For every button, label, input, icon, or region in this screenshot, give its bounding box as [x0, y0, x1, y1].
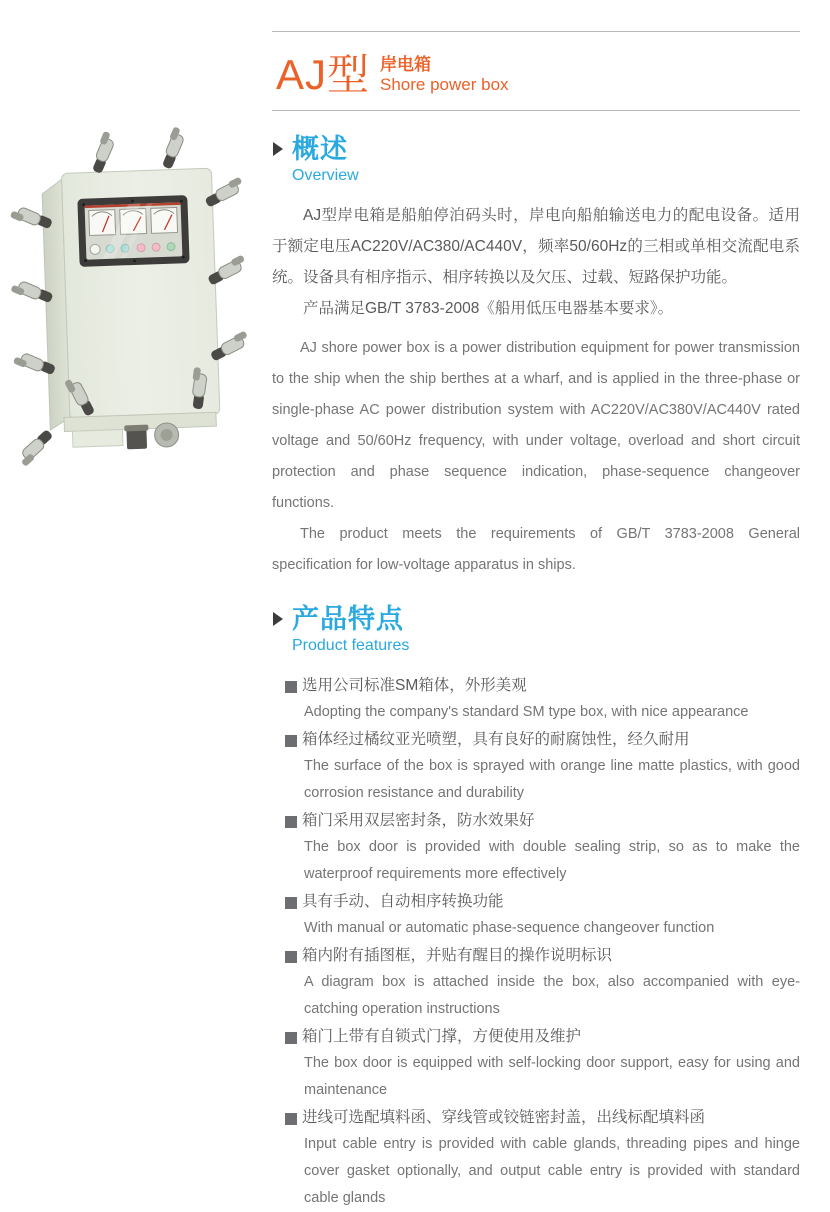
feature-en-text: The box door is provided with double sealing strip, so as to make the waterproof requirements more effectively	[304, 839, 800, 882]
section-arrow-icon	[273, 612, 283, 626]
overview-cn-paragraph: AJ型岸电箱是船舶停泊码头时，岸电向船舶输送电力的配电设备。适用于额定电压AC220V/AC380/AC440V，频率50/60Hz的三相或单相交流配电系统。设备具有相序指示、相序转换以及欠压、过载、短路保护功能。	[272, 207, 800, 286]
overview-title-en: Overview	[292, 167, 359, 184]
meter-icon	[89, 210, 116, 236]
bullet-square-icon	[285, 735, 297, 747]
feature-cn-line	[285, 942, 800, 969]
overview-en-paragraph: The product meets the requirements of GB/T 3783-2008 General specification for low-voltage apparatus in ships.	[272, 526, 800, 573]
indicator-lamp-icon	[137, 244, 145, 252]
feature-cn-line	[285, 807, 800, 834]
bullet-square-icon	[285, 951, 297, 963]
feature-item	[285, 1023, 800, 1104]
overview-chinese-text	[272, 200, 800, 324]
overview-section	[272, 135, 800, 581]
overview-english-text	[272, 333, 800, 581]
bullet-square-icon	[285, 1113, 297, 1125]
feature-item	[285, 807, 800, 888]
feature-cn-line	[285, 1104, 800, 1131]
feature-item	[285, 1104, 800, 1212]
overview-title-cn: 概述	[292, 134, 348, 164]
product-title-block	[272, 32, 800, 110]
feature-cn-text: 进线可选配填料函、穿线管或铰链密封盖，出线标配填料函	[302, 1109, 706, 1126]
feature-cn-text: 选用公司标准SM箱体，外形美观	[302, 677, 527, 694]
shore-power-box-illustration	[4, 143, 266, 451]
feature-item	[285, 672, 800, 726]
product-name-en: Shore power box	[380, 75, 509, 94]
feature-en-text: A diagram box is attached inside the box, also accompanied with eye-catching operation instructions	[304, 974, 800, 1017]
features-title-en: Product features	[292, 637, 410, 654]
feature-item	[285, 942, 800, 1023]
indicator-lamp-icon	[152, 243, 160, 251]
feature-cn-line	[285, 888, 800, 915]
feature-cn-text: 箱门上带有自锁式门撑，方便使用及维护	[302, 1028, 582, 1045]
features-section	[272, 605, 800, 1212]
features-heading	[272, 605, 800, 656]
feature-cn-line	[285, 672, 800, 699]
feature-en-text: The surface of the box is sprayed with orange line matte plastics, with good corrosion resistance and durability	[304, 758, 800, 801]
overview-cn-paragraph: 产品满足GB/T 3783-2008《船用低压电器基本要求》。	[303, 300, 674, 317]
feature-en-text: Input cable entry is provided with cable glands, threading pipes and hinge cover gasket optionally, and output cable entry is provided with standard cable glands	[304, 1136, 800, 1206]
bullet-square-icon	[285, 816, 297, 828]
header-rule-bottom	[272, 110, 800, 111]
indicator-lamp-icon	[167, 243, 175, 251]
overview-en-paragraph: AJ shore power box is a power distribution equipment for power transmission to the ship when the ship berthes at a wharf, and is applied in the three-phase or single-phase AC power distribution system with AC220V/AC380V/AC440V rated voltage and 50/60Hz frequency, with under voltage, overload and short circuit protection and phase sequence indication, phase-sequence changeover functions.	[272, 340, 800, 511]
product-model: AJ型	[276, 51, 371, 98]
product-name-cn: 岸电箱	[380, 55, 432, 74]
product-name-group	[380, 55, 509, 96]
feature-cn-line	[285, 726, 800, 753]
feature-cn-text: 箱内附有插图框，并贴有醒目的操作说明标识	[302, 947, 613, 964]
feature-en-text: The box door is equipped with self-locking door support, easy for using and maintenance	[304, 1055, 800, 1098]
content-column	[272, 0, 800, 1212]
feature-cn-text: 箱体经过橘纹亚光喷塑，具有良好的耐腐蚀性，经久耐用	[302, 731, 690, 748]
indicator-lamp-icon	[90, 244, 100, 254]
feature-en-text: Adopting the company's standard SM type box, with nice appearance	[304, 704, 749, 720]
features-title-cn: 产品特点	[292, 604, 404, 634]
product-photo	[4, 143, 266, 451]
bullet-square-icon	[285, 681, 297, 693]
feature-cn-text: 箱门采用双层密封条，防水效果好	[302, 812, 535, 829]
overview-heading	[272, 135, 800, 186]
feature-cn-text: 具有手动、自动相序转换功能	[302, 893, 504, 910]
feature-item	[285, 726, 800, 807]
feature-en-text: With manual or automatic phase-sequence changeover function	[304, 920, 715, 936]
feature-item	[285, 888, 800, 942]
meter-icon	[151, 207, 178, 233]
feature-cn-line	[285, 1023, 800, 1050]
bullet-square-icon	[285, 1032, 297, 1044]
bullet-square-icon	[285, 897, 297, 909]
section-arrow-icon	[273, 142, 283, 156]
features-list	[272, 672, 800, 1212]
